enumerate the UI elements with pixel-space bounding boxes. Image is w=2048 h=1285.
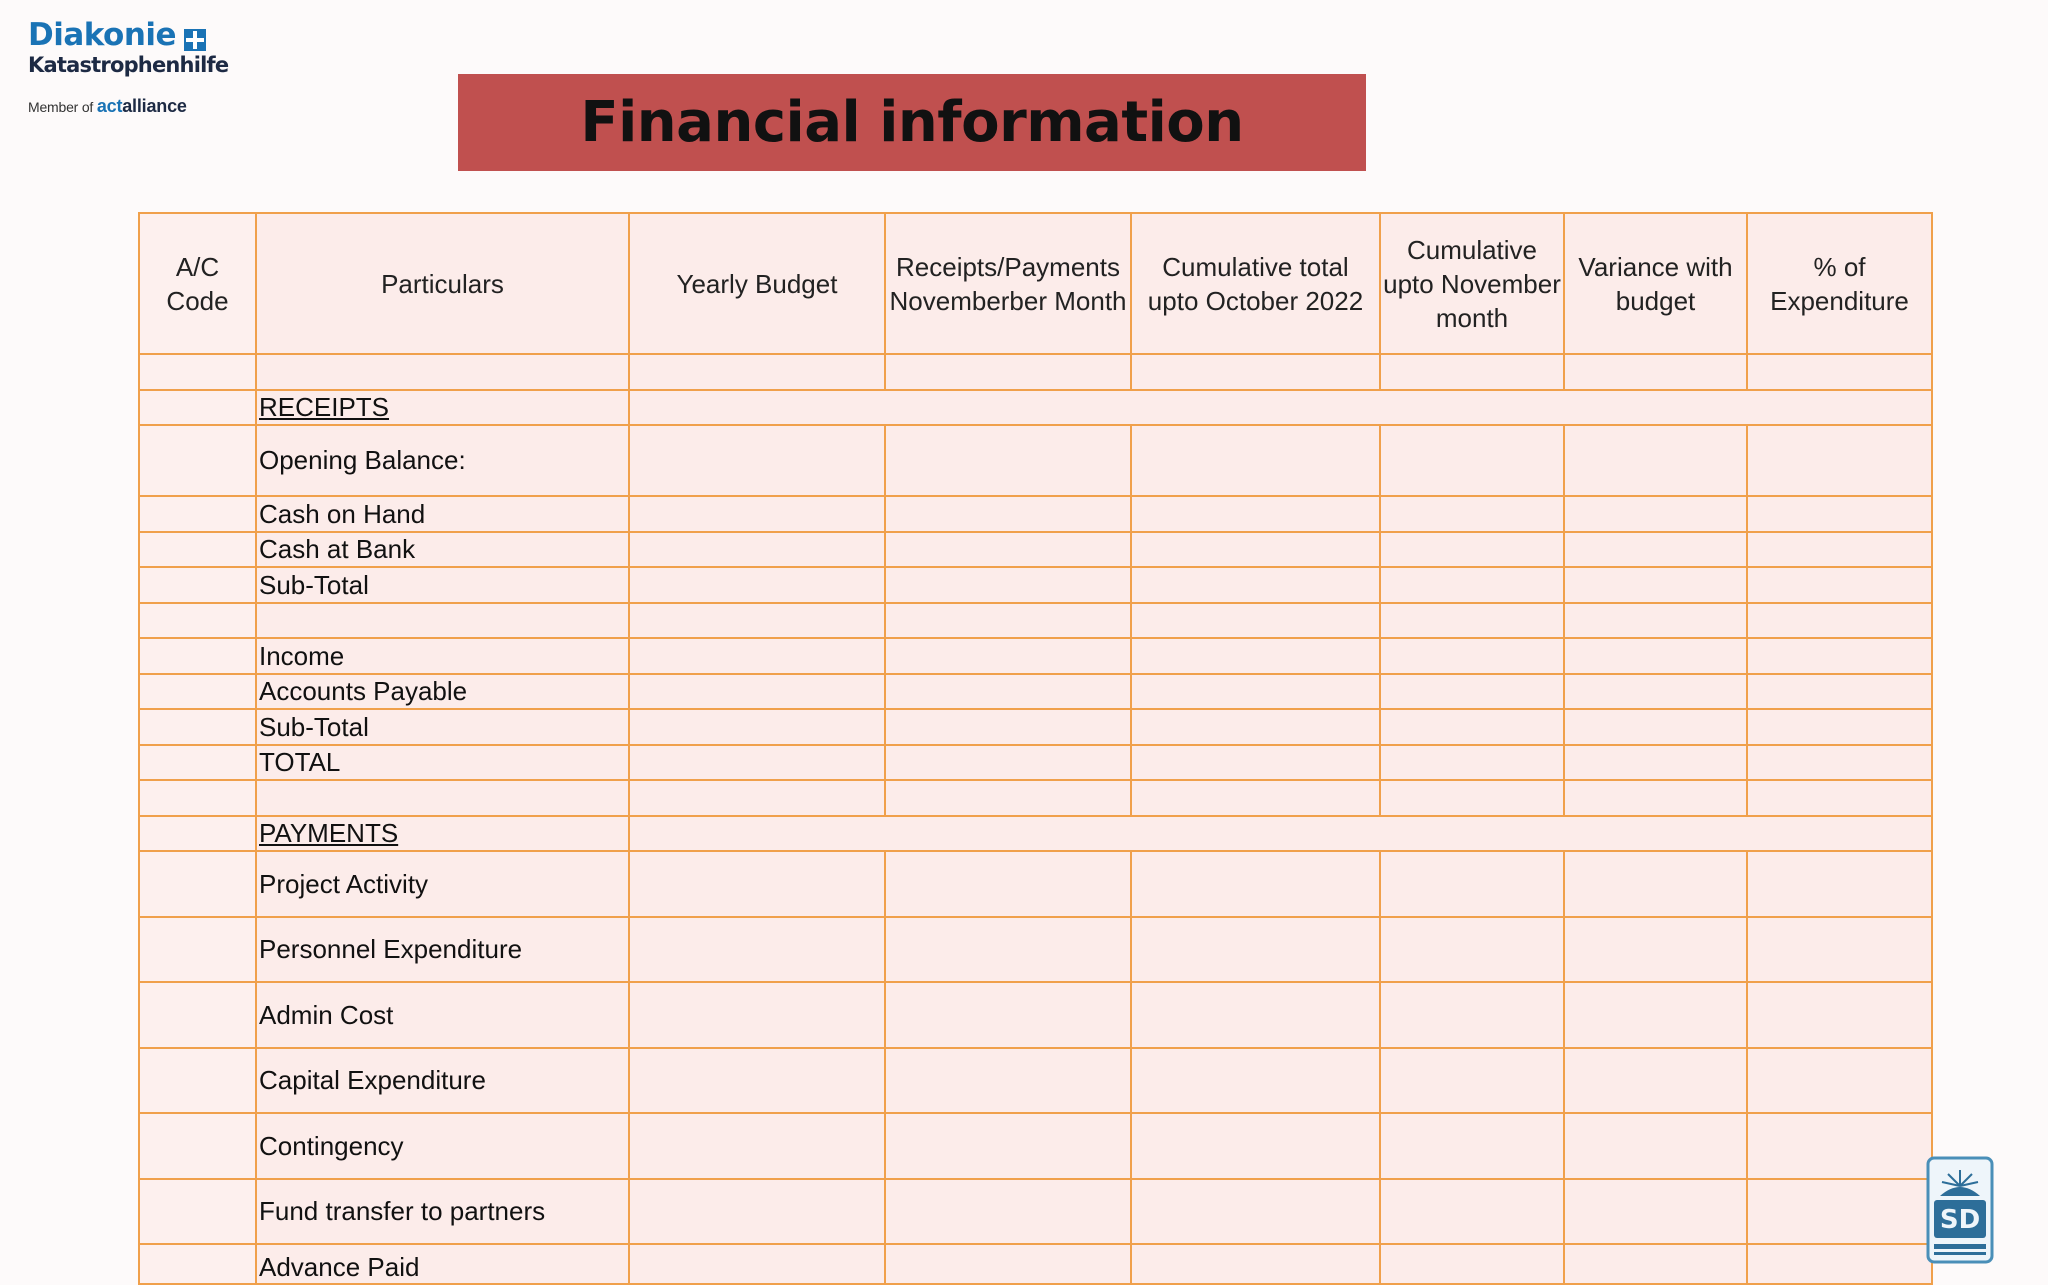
brand-subtitle: Katastrophenhilfe xyxy=(28,53,229,77)
member-of-line xyxy=(28,96,208,117)
table-row xyxy=(139,1048,1932,1113)
table-header-row xyxy=(139,213,1932,354)
page-title: Financial information xyxy=(580,90,1244,155)
member-of-text: Member of xyxy=(28,99,94,115)
table-row xyxy=(139,532,1932,567)
header-cumulative-october: Cumulative total upto October 2022 xyxy=(1131,213,1380,354)
table-row xyxy=(139,1113,1932,1179)
row-label: Cash on Hand xyxy=(256,496,629,532)
row-label: Income xyxy=(256,638,629,674)
table-row xyxy=(139,780,1932,816)
row-label: Opening Balance: xyxy=(256,425,629,496)
row-label: Advance Paid xyxy=(256,1244,629,1284)
table-row xyxy=(139,674,1932,709)
header-ac-code: A/C Code xyxy=(139,213,256,354)
act-text: act xyxy=(96,96,123,116)
table-row xyxy=(139,709,1932,745)
table-row xyxy=(139,1179,1932,1244)
section-label-payments: PAYMENTS xyxy=(256,816,629,851)
alliance-text: alliance xyxy=(122,96,187,116)
header-variance: Variance with budget xyxy=(1564,213,1747,354)
table-row xyxy=(139,603,1932,638)
section-row-receipts xyxy=(139,390,1932,425)
row-label: Project Activity xyxy=(256,851,629,917)
table-row xyxy=(139,917,1932,982)
svg-text:SD: SD xyxy=(1939,1205,1981,1235)
row-label: Admin Cost xyxy=(256,982,629,1048)
cross-icon xyxy=(184,24,206,46)
title-banner xyxy=(458,74,1366,171)
row-label: Accounts Payable xyxy=(256,674,629,709)
diakonie-logo xyxy=(28,17,229,128)
row-label: Sub-Total xyxy=(256,709,629,745)
brand-name-row xyxy=(28,18,208,52)
header-cumulative-november: Cumulative upto November month xyxy=(1380,213,1564,354)
row-label: Cash at Bank xyxy=(256,532,629,567)
partner-logo-icon xyxy=(1926,1156,1994,1266)
table-row xyxy=(139,496,1932,532)
row-label: Sub-Total xyxy=(256,567,629,603)
table-row xyxy=(139,1244,1932,1284)
row-label: Contingency xyxy=(256,1113,629,1179)
table-row xyxy=(139,354,1932,390)
section-label-receipts: RECEIPTS xyxy=(256,390,629,425)
section-row-payments xyxy=(139,816,1932,851)
header-percent-expenditure: % of Expenditure xyxy=(1747,213,1932,354)
header-yearly-budget: Yearly Budget xyxy=(629,213,885,354)
table-row xyxy=(139,745,1932,780)
row-label: TOTAL xyxy=(256,745,629,780)
row-label: Fund transfer to partners xyxy=(256,1179,629,1244)
row-label: Capital Expenditure xyxy=(256,1048,629,1113)
table-row xyxy=(139,982,1932,1048)
brand-name: Diakonie xyxy=(28,17,177,53)
table-row xyxy=(139,425,1932,496)
table-row xyxy=(139,567,1932,603)
header-month: Receipts/Payments Novemberber Month xyxy=(885,213,1131,354)
header-particulars: Particulars xyxy=(256,213,629,354)
table-row xyxy=(139,638,1932,674)
financial-table xyxy=(138,212,1933,1285)
row-label: Personnel Expenditure xyxy=(256,917,629,982)
table-row xyxy=(139,851,1932,917)
